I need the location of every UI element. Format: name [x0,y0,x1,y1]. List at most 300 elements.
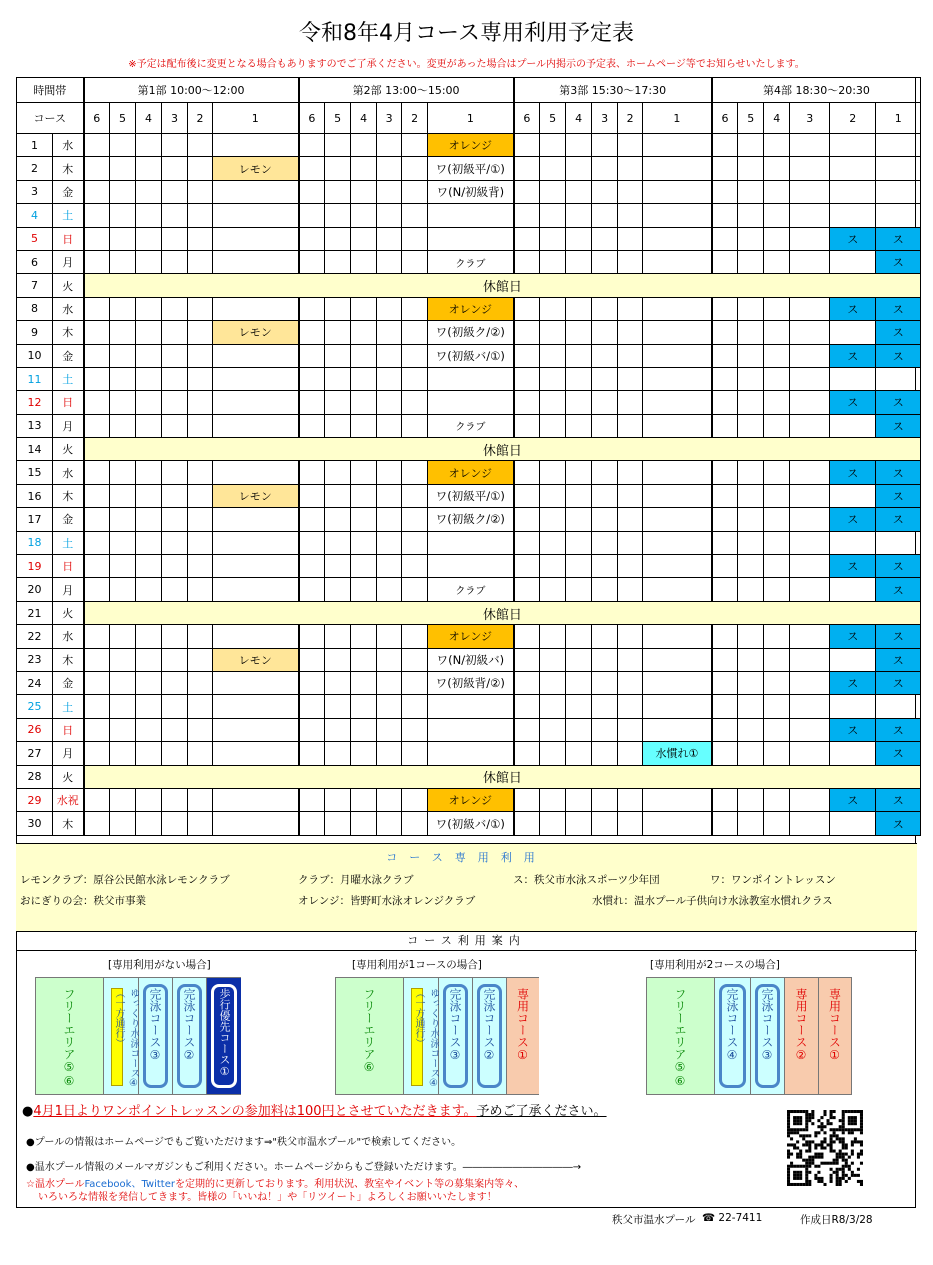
slot-p3-c5 [540,297,566,320]
slot-p4-c6 [712,718,738,741]
slot-p1-c6 [84,180,110,203]
day-number: 9 [17,321,53,344]
slot-p2-c1: ワ(初級背/②) [428,671,514,694]
legend-item-club: クラブ：月曜水泳クラブ [298,874,414,886]
slot-p3-c1 [643,625,712,648]
slot-p3-c2 [618,321,643,344]
slot-p3-c6 [514,297,540,320]
slot-p4-c3 [790,812,830,835]
slot-p4-c6 [712,531,738,554]
slot-p4-c3 [790,508,830,531]
slot-p2-c5 [325,250,351,273]
slot-p3-c4 [566,625,592,648]
slot-p3-c1 [643,321,712,344]
slot-p2-c2 [402,812,428,835]
slot-p2-c4 [351,250,377,273]
footer-phone: ☎ 22-7411 [702,1212,763,1224]
slot-p3-c6 [514,157,540,180]
slot-p4-c3 [790,344,830,367]
slot-p1-c1 [213,367,299,390]
slot-p1-c6 [84,297,110,320]
slot-p1-c5 [110,321,136,344]
day-row [17,625,921,648]
slot-p1-c2 [188,250,213,273]
slot-p2-c1: ワ(N/初級背) [428,180,514,203]
lane-dedicated1-label: 専用コース① [827,988,842,1062]
slot-p2-c2 [402,695,428,718]
part-2-header: 第2部 13:00～15:00 [299,78,514,103]
slot-p3-c1 [643,555,712,578]
slot-p2-c6 [299,671,325,694]
slot-p3-c6 [514,391,540,414]
day-number: 24 [17,671,53,694]
day-row [17,742,921,765]
slot-p3-c3 [592,648,618,671]
weekday: 火 [53,601,84,624]
slot-p1-c2 [188,227,213,250]
slot-p2-c1 [428,742,514,765]
slot-p2-c2 [402,648,428,671]
slot-p2-c4 [351,157,377,180]
slot-p4-c4 [764,204,790,227]
slot-p1-c3 [162,742,188,765]
slot-p1-c3 [162,671,188,694]
slot-p2-c5 [325,461,351,484]
slot-p1-c2 [188,788,213,811]
weekday: 月 [53,250,84,273]
day-number: 27 [17,742,53,765]
slot-p4-c2 [830,695,876,718]
day-row [17,344,921,367]
slot-p2-c6 [299,250,325,273]
slot-p2-c6 [299,625,325,648]
slot-p4-c4 [764,718,790,741]
slot-p3-c3 [592,204,618,227]
day-row [17,695,921,718]
slot-p3-c3 [592,157,618,180]
slot-p2-c4 [351,321,377,344]
slot-p1-c3 [162,157,188,180]
slot-p1-c5 [110,625,136,648]
slot-p4-c3 [790,671,830,694]
slot-p3-c1 [643,531,712,554]
weekday: 金 [53,344,84,367]
part-3-header: 第3部 15:30～17:30 [514,78,712,103]
slot-p4-c3 [790,625,830,648]
slot-p3-c3 [592,134,618,157]
slot-p4-c3 [790,484,830,507]
slot-p4-c6 [712,812,738,835]
day-number: 18 [17,531,53,554]
day-number: 17 [17,508,53,531]
slot-p4-c4 [764,555,790,578]
lane-swim4 [715,978,751,1094]
slot-p2-c5 [325,134,351,157]
day-row [17,765,921,788]
sns-line-2: いろいろな情報を発信してきます。皆様の「いいね！」や「リツイート」よろしくお願いいたします！ [38,1192,497,1203]
slot-p3-c6 [514,671,540,694]
slot-p4-c1: ス [876,555,921,578]
slot-p4-c1: ス [876,297,921,320]
slot-p4-c4 [764,578,790,601]
day-number: 14 [17,438,53,461]
slot-p3-c1 [643,157,712,180]
weekday: 月 [53,414,84,437]
slot-p3-c4 [566,414,592,437]
slot-p1-c6 [84,367,110,390]
slot-p1-c6 [84,250,110,273]
slot-p2-c6 [299,461,325,484]
slot-p2-c5 [325,671,351,694]
slot-p2-c6 [299,157,325,180]
slot-p3-c3 [592,788,618,811]
slot-p4-c2: ス [830,227,876,250]
slot-p4-c2 [830,134,876,157]
slot-p3-c4 [566,391,592,414]
slot-p4-c6 [712,695,738,718]
guide-title: コース利用案内 [16,931,917,951]
lane-slow-label: ゆっくり水泳コース④（一方通行） [413,988,439,1089]
slot-p1-c3 [162,344,188,367]
legend-item-wa: ワ：ワンポイントレッスン [710,874,836,886]
slot-p3-c2 [618,671,643,694]
lane-free [36,978,104,1094]
slot-p2-c2 [402,227,428,250]
weekday: 土 [53,367,84,390]
weekday: 土 [53,204,84,227]
day-row [17,555,921,578]
slot-p2-c2 [402,461,428,484]
slot-p2-c6 [299,414,325,437]
slot-p3-c3 [592,367,618,390]
lane-walk-label: 歩行優先コース① [218,988,231,1078]
lane-swim3 [139,978,173,1094]
slot-p2-c2 [402,718,428,741]
slot-p1-c2 [188,321,213,344]
sns-text: を定期的に更新しております。利用状況、教室やイベント等の募集案内等々、 [174,1179,525,1190]
slot-p2-c2 [402,508,428,531]
lane-swim2 [473,978,507,1094]
slot-p2-c5 [325,531,351,554]
slot-p4-c6 [712,742,738,765]
slot-p1-c1 [213,718,299,741]
weekday: 金 [53,180,84,203]
slot-p3-c3 [592,344,618,367]
slot-p2-c2 [402,788,428,811]
lane-slow-label: ゆっくり水泳コース④（一方通行） [113,988,139,1089]
slot-p1-c6 [84,625,110,648]
slot-p1-c6 [84,414,110,437]
slot-p1-c5 [110,742,136,765]
slot-p4-c2 [830,250,876,273]
lane-free-label: フリーエリア⑤⑥ [673,988,687,1088]
slot-p1-c2 [188,157,213,180]
slot-p2-c1 [428,531,514,554]
slot-p3-c2 [618,204,643,227]
legend-item-onigiri: おにぎりの会：秩父市事業 [20,895,146,907]
slot-p2-c2 [402,414,428,437]
weekday: 木 [53,648,84,671]
course-header-p2-c2: 2 [402,103,428,134]
slot-p1-c6 [84,134,110,157]
slot-p4-c6 [712,297,738,320]
slot-p3-c1 [643,204,712,227]
slot-p4-c3 [790,297,830,320]
slot-p2-c4 [351,297,377,320]
slot-p3-c5 [540,367,566,390]
slot-p3-c5 [540,742,566,765]
slot-p2-c1: クラブ [428,250,514,273]
slot-p1-c6 [84,555,110,578]
slot-p4-c5 [738,414,764,437]
slot-p3-c1 [643,812,712,835]
slot-p2-c3 [377,531,402,554]
day-row [17,367,921,390]
slot-p2-c5 [325,695,351,718]
mailmag-note: ●温水プール情報のメールマガジンもご利用ください。ホームページからもご登録いただけます。―――――――――――→ [26,1162,582,1173]
slot-p3-c6 [514,180,540,203]
slot-p3-c3 [592,555,618,578]
slot-p3-c3 [592,742,618,765]
slot-p2-c6 [299,484,325,507]
course-header-p2-c4: 4 [351,103,377,134]
slot-p1-c3 [162,531,188,554]
slot-p4-c2 [830,484,876,507]
slot-p3-c4 [566,134,592,157]
slot-p1-c5 [110,414,136,437]
slot-p4-c5 [738,250,764,273]
slot-p3-c4 [566,508,592,531]
slot-p2-c3 [377,788,402,811]
slot-p4-c6 [712,555,738,578]
course-header-p4-c6: 6 [712,103,738,134]
course-header-p2-c3: 3 [377,103,402,134]
slot-p1-c3 [162,695,188,718]
slot-p3-c2 [618,812,643,835]
slot-p1-c5 [110,250,136,273]
slot-p2-c5 [325,648,351,671]
slot-p1-c5 [110,391,136,414]
slot-p3-c4 [566,788,592,811]
day-row [17,134,921,157]
slot-p3-c2 [618,484,643,507]
slot-p2-c5 [325,227,351,250]
slot-p4-c1 [876,367,921,390]
slot-p3-c5 [540,531,566,554]
slot-p1-c1: レモン [213,157,299,180]
slot-p1-c1 [213,695,299,718]
course-header-p2-c1: 1 [428,103,514,134]
slot-p3-c4 [566,648,592,671]
slot-p1-c2 [188,180,213,203]
slot-p2-c3 [377,695,402,718]
day-row [17,531,921,554]
lane-diagram-one [335,977,539,1095]
course-header-p1-c2: 2 [188,103,213,134]
slot-p1-c2 [188,414,213,437]
slot-p3-c5 [540,461,566,484]
slot-p4-c1 [876,180,921,203]
slot-p2-c4 [351,648,377,671]
slot-p2-c2 [402,180,428,203]
slot-p4-c5 [738,625,764,648]
slot-p3-c1 [643,414,712,437]
day-number: 1 [17,134,53,157]
slot-p2-c5 [325,508,351,531]
slot-p2-c2 [402,321,428,344]
lane-dedicated1-label: 専用コース① [515,988,530,1062]
slot-p4-c6 [712,204,738,227]
slot-p4-c6 [712,788,738,811]
slot-p1-c1 [213,461,299,484]
day-row [17,250,921,273]
slot-p1-c5 [110,204,136,227]
slot-p1-c1 [213,227,299,250]
slot-p4-c2 [830,531,876,554]
day-row [17,718,921,741]
lane-swim2 [173,978,207,1094]
slot-p3-c5 [540,718,566,741]
slot-p3-c4 [566,344,592,367]
course-header-p2-c6: 6 [299,103,325,134]
slot-p3-c1 [643,297,712,320]
lane-swim4-label: 完泳コース④ [725,988,739,1062]
slot-p1-c6 [84,812,110,835]
slot-p2-c6 [299,227,325,250]
slot-p3-c4 [566,321,592,344]
weekday: 日 [53,227,84,250]
lane-swim3 [751,978,785,1094]
course-header-p3-c5: 5 [540,103,566,134]
slot-p4-c4 [764,812,790,835]
slot-p3-c1 [643,367,712,390]
slot-p3-c1 [643,227,712,250]
day-row [17,438,921,461]
slot-p3-c1 [643,250,712,273]
slot-p1-c5 [110,531,136,554]
slot-p3-c1 [643,718,712,741]
slot-p1-c1 [213,578,299,601]
slot-p3-c2 [618,718,643,741]
slot-p4-c4 [764,508,790,531]
slot-p2-c2 [402,391,428,414]
slot-p3-c3 [592,625,618,648]
slot-p2-c3 [377,742,402,765]
slot-p2-c5 [325,484,351,507]
slot-p3-c1 [643,578,712,601]
slot-p4-c3 [790,391,830,414]
slot-p2-c1: オレンジ [428,134,514,157]
slot-p1-c3 [162,414,188,437]
slot-p2-c2 [402,555,428,578]
slot-p3-c5 [540,508,566,531]
qr-code-icon[interactable] [787,1110,863,1186]
slot-p4-c5 [738,321,764,344]
slot-p4-c1: ス [876,484,921,507]
slot-p3-c4 [566,367,592,390]
slot-p3-c3 [592,695,618,718]
slot-p1-c5 [110,812,136,835]
day-row [17,391,921,414]
slot-p4-c5 [738,204,764,227]
slot-p3-c5 [540,578,566,601]
day-row [17,601,921,624]
slot-p4-c2 [830,204,876,227]
page-title: 令和8年4月コース専用利用予定表 [299,21,634,46]
slot-p3-c3 [592,391,618,414]
sns-prefix: ☆温水プール [26,1179,85,1190]
day-number: 16 [17,484,53,507]
slot-p4-c5 [738,812,764,835]
weekday: 土 [53,695,84,718]
lane-dedicated2 [785,978,819,1094]
slot-p3-c2 [618,625,643,648]
slot-p2-c1 [428,718,514,741]
slot-p4-c1 [876,157,921,180]
slot-p4-c1: ス [876,625,921,648]
slot-p4-c6 [712,180,738,203]
slot-p2-c2 [402,134,428,157]
panel-2-title: [専用利用が1コースの場合] [352,959,482,971]
slot-p2-c1: ワ(初級バ/①) [428,812,514,835]
day-number: 20 [17,578,53,601]
slot-p2-c1: クラブ [428,578,514,601]
slot-p1-c2 [188,742,213,765]
slot-p4-c3 [790,578,830,601]
sns-link[interactable]: Facebook、Twitter [84,1179,175,1190]
slot-p2-c4 [351,578,377,601]
day-number: 5 [17,227,53,250]
closed-day-banner: 休館日 [84,601,921,624]
slot-p3-c6 [514,204,540,227]
course-header-p4-c3: 3 [790,103,830,134]
day-row [17,321,921,344]
slot-p2-c4 [351,391,377,414]
slot-p1-c3 [162,180,188,203]
slot-p1-c3 [162,227,188,250]
slot-p4-c1: ス [876,321,921,344]
slot-p3-c6 [514,227,540,250]
slot-p3-c6 [514,250,540,273]
slot-p1-c5 [110,461,136,484]
slot-p3-c3 [592,227,618,250]
day-number: 21 [17,601,53,624]
weekday: 木 [53,812,84,835]
slot-p2-c4 [351,508,377,531]
slot-p1-c6 [84,508,110,531]
slot-p3-c1 [643,508,712,531]
slot-p2-c1: ワ(初級ク/②) [428,321,514,344]
slot-p2-c6 [299,180,325,203]
lane-dedicated1 [819,978,851,1094]
slot-p2-c5 [325,414,351,437]
fee-notice [22,1100,607,1119]
schedule-table [16,77,921,836]
weekday: 水 [53,625,84,648]
slot-p1-c3 [162,648,188,671]
slot-p1-c4 [136,555,162,578]
slot-p1-c1 [213,180,299,203]
slot-p4-c4 [764,227,790,250]
slot-p4-c6 [712,157,738,180]
slot-p4-c5 [738,648,764,671]
slot-p2-c4 [351,695,377,718]
slot-p3-c3 [592,718,618,741]
slot-p1-c1 [213,812,299,835]
slot-p2-c5 [325,180,351,203]
slot-p4-c6 [712,648,738,671]
slot-p2-c4 [351,484,377,507]
